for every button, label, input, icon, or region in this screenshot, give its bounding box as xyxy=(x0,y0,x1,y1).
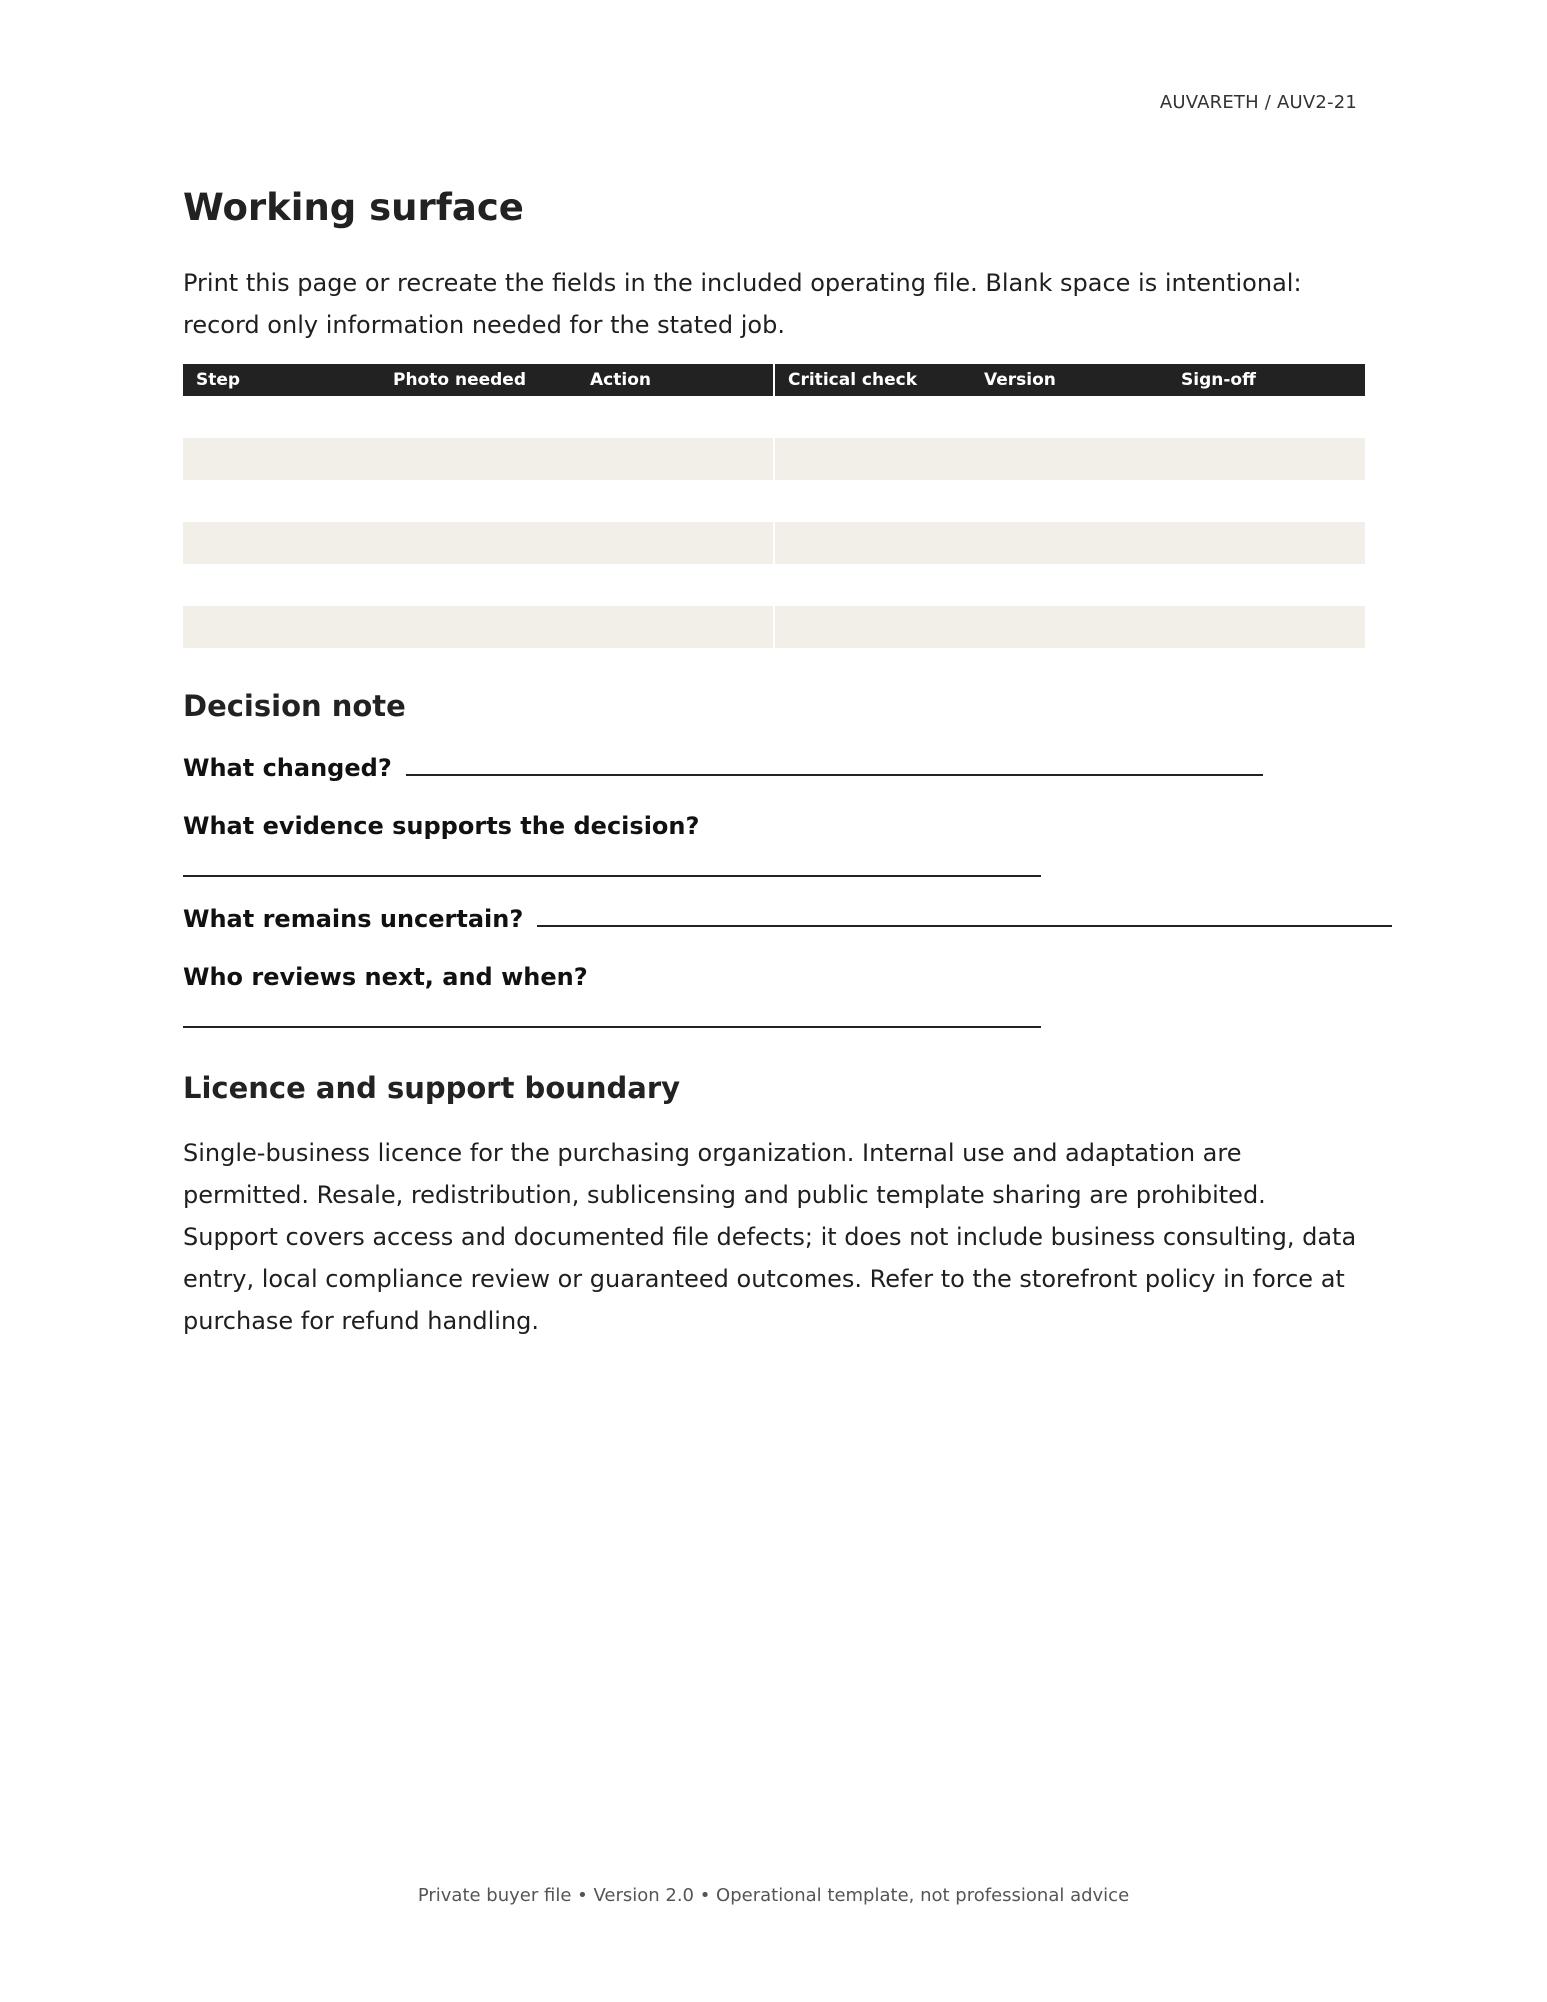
table-cell[interactable] xyxy=(1168,480,1365,522)
decision-note-heading: Decision note xyxy=(183,689,406,723)
question-label: What remains uncertain? xyxy=(183,905,524,933)
table-cell[interactable] xyxy=(183,480,380,522)
table-cell[interactable] xyxy=(971,438,1168,480)
table-row xyxy=(183,564,1365,606)
question-label: Who reviews next, and when? xyxy=(183,963,588,991)
column-header-photo-needed: Photo needed xyxy=(380,364,577,396)
table-cell[interactable] xyxy=(971,564,1168,606)
table-row xyxy=(183,480,1365,522)
answer-line-what-changed[interactable] xyxy=(406,750,1263,776)
table-cell[interactable] xyxy=(1168,522,1365,564)
table-row xyxy=(183,438,1365,480)
table-cell[interactable] xyxy=(971,480,1168,522)
column-header-sign-off: Sign-off xyxy=(1168,364,1365,396)
table-cell[interactable] xyxy=(774,396,971,438)
table-cell[interactable] xyxy=(577,522,774,564)
table-cell[interactable] xyxy=(971,606,1168,648)
table-cell[interactable] xyxy=(971,396,1168,438)
table-cell[interactable] xyxy=(1168,396,1365,438)
table-cell[interactable] xyxy=(774,522,971,564)
working-table xyxy=(183,364,1365,648)
column-header-step: Step xyxy=(183,364,380,396)
table-cell[interactable] xyxy=(380,564,577,606)
answer-line-reviews-next[interactable] xyxy=(183,1002,1041,1028)
question-label: What changed? xyxy=(183,754,392,782)
table-cell[interactable] xyxy=(380,522,577,564)
table-cell[interactable] xyxy=(380,396,577,438)
table-row xyxy=(183,522,1365,564)
table-cell[interactable] xyxy=(577,480,774,522)
table-cell[interactable] xyxy=(1168,438,1365,480)
table-cell[interactable] xyxy=(774,564,971,606)
table-cell[interactable] xyxy=(183,522,380,564)
answer-line-evidence[interactable] xyxy=(183,851,1041,877)
page-footer: Private buyer file • Version 2.0 • Operational template, not professional advice xyxy=(417,1885,1130,1906)
table-cell[interactable] xyxy=(774,438,971,480)
table-cell[interactable] xyxy=(380,438,577,480)
table-cell[interactable] xyxy=(774,606,971,648)
answer-line-uncertain[interactable] xyxy=(537,901,1392,927)
question-reviews-next xyxy=(183,960,1365,1028)
table-cell[interactable] xyxy=(183,606,380,648)
intro-paragraph: Print this page or recreate the fields in the included operating file. Blank space is intentional: record only information needed for the stated job. xyxy=(183,269,1302,339)
table-cell[interactable] xyxy=(1168,606,1365,648)
question-label: What evidence supports the decision? xyxy=(183,812,700,840)
licence-paragraph: Single-business licence for the purchasing organization. Internal use and adaptation are permitted. Resale, redistribution, sublicensing and public template sharing are prohibited. Support covers access and documented file defects; it does not include business consulting, data entry, local compliance review or guaranteed outcomes. Refer to the storefront policy in force at purchase for refund handling. xyxy=(183,1139,1357,1335)
table-cell[interactable] xyxy=(577,438,774,480)
table-cell[interactable] xyxy=(577,564,774,606)
page-title: Working surface xyxy=(183,186,524,229)
column-header-action: Action xyxy=(577,364,774,396)
table-cell[interactable] xyxy=(183,396,380,438)
table-cell[interactable] xyxy=(774,480,971,522)
table-cell[interactable] xyxy=(577,606,774,648)
table-cell[interactable] xyxy=(971,522,1168,564)
table-header-row xyxy=(183,364,1365,396)
question-evidence xyxy=(183,809,1365,877)
column-header-critical-check: Critical check xyxy=(774,364,971,396)
document-code: AUVARETH / AUV2-21 xyxy=(1159,92,1357,113)
table-cell[interactable] xyxy=(1168,564,1365,606)
question-what-changed xyxy=(183,750,1365,785)
table-cell[interactable] xyxy=(577,396,774,438)
page-content xyxy=(183,180,1365,1342)
table-row xyxy=(183,606,1365,648)
table-cell[interactable] xyxy=(183,564,380,606)
table-cell[interactable] xyxy=(380,480,577,522)
column-header-version: Version xyxy=(971,364,1168,396)
table-cell[interactable] xyxy=(380,606,577,648)
question-uncertain xyxy=(183,901,1365,936)
licence-heading: Licence and support boundary xyxy=(183,1071,681,1105)
table-cell[interactable] xyxy=(183,438,380,480)
table-row xyxy=(183,396,1365,438)
